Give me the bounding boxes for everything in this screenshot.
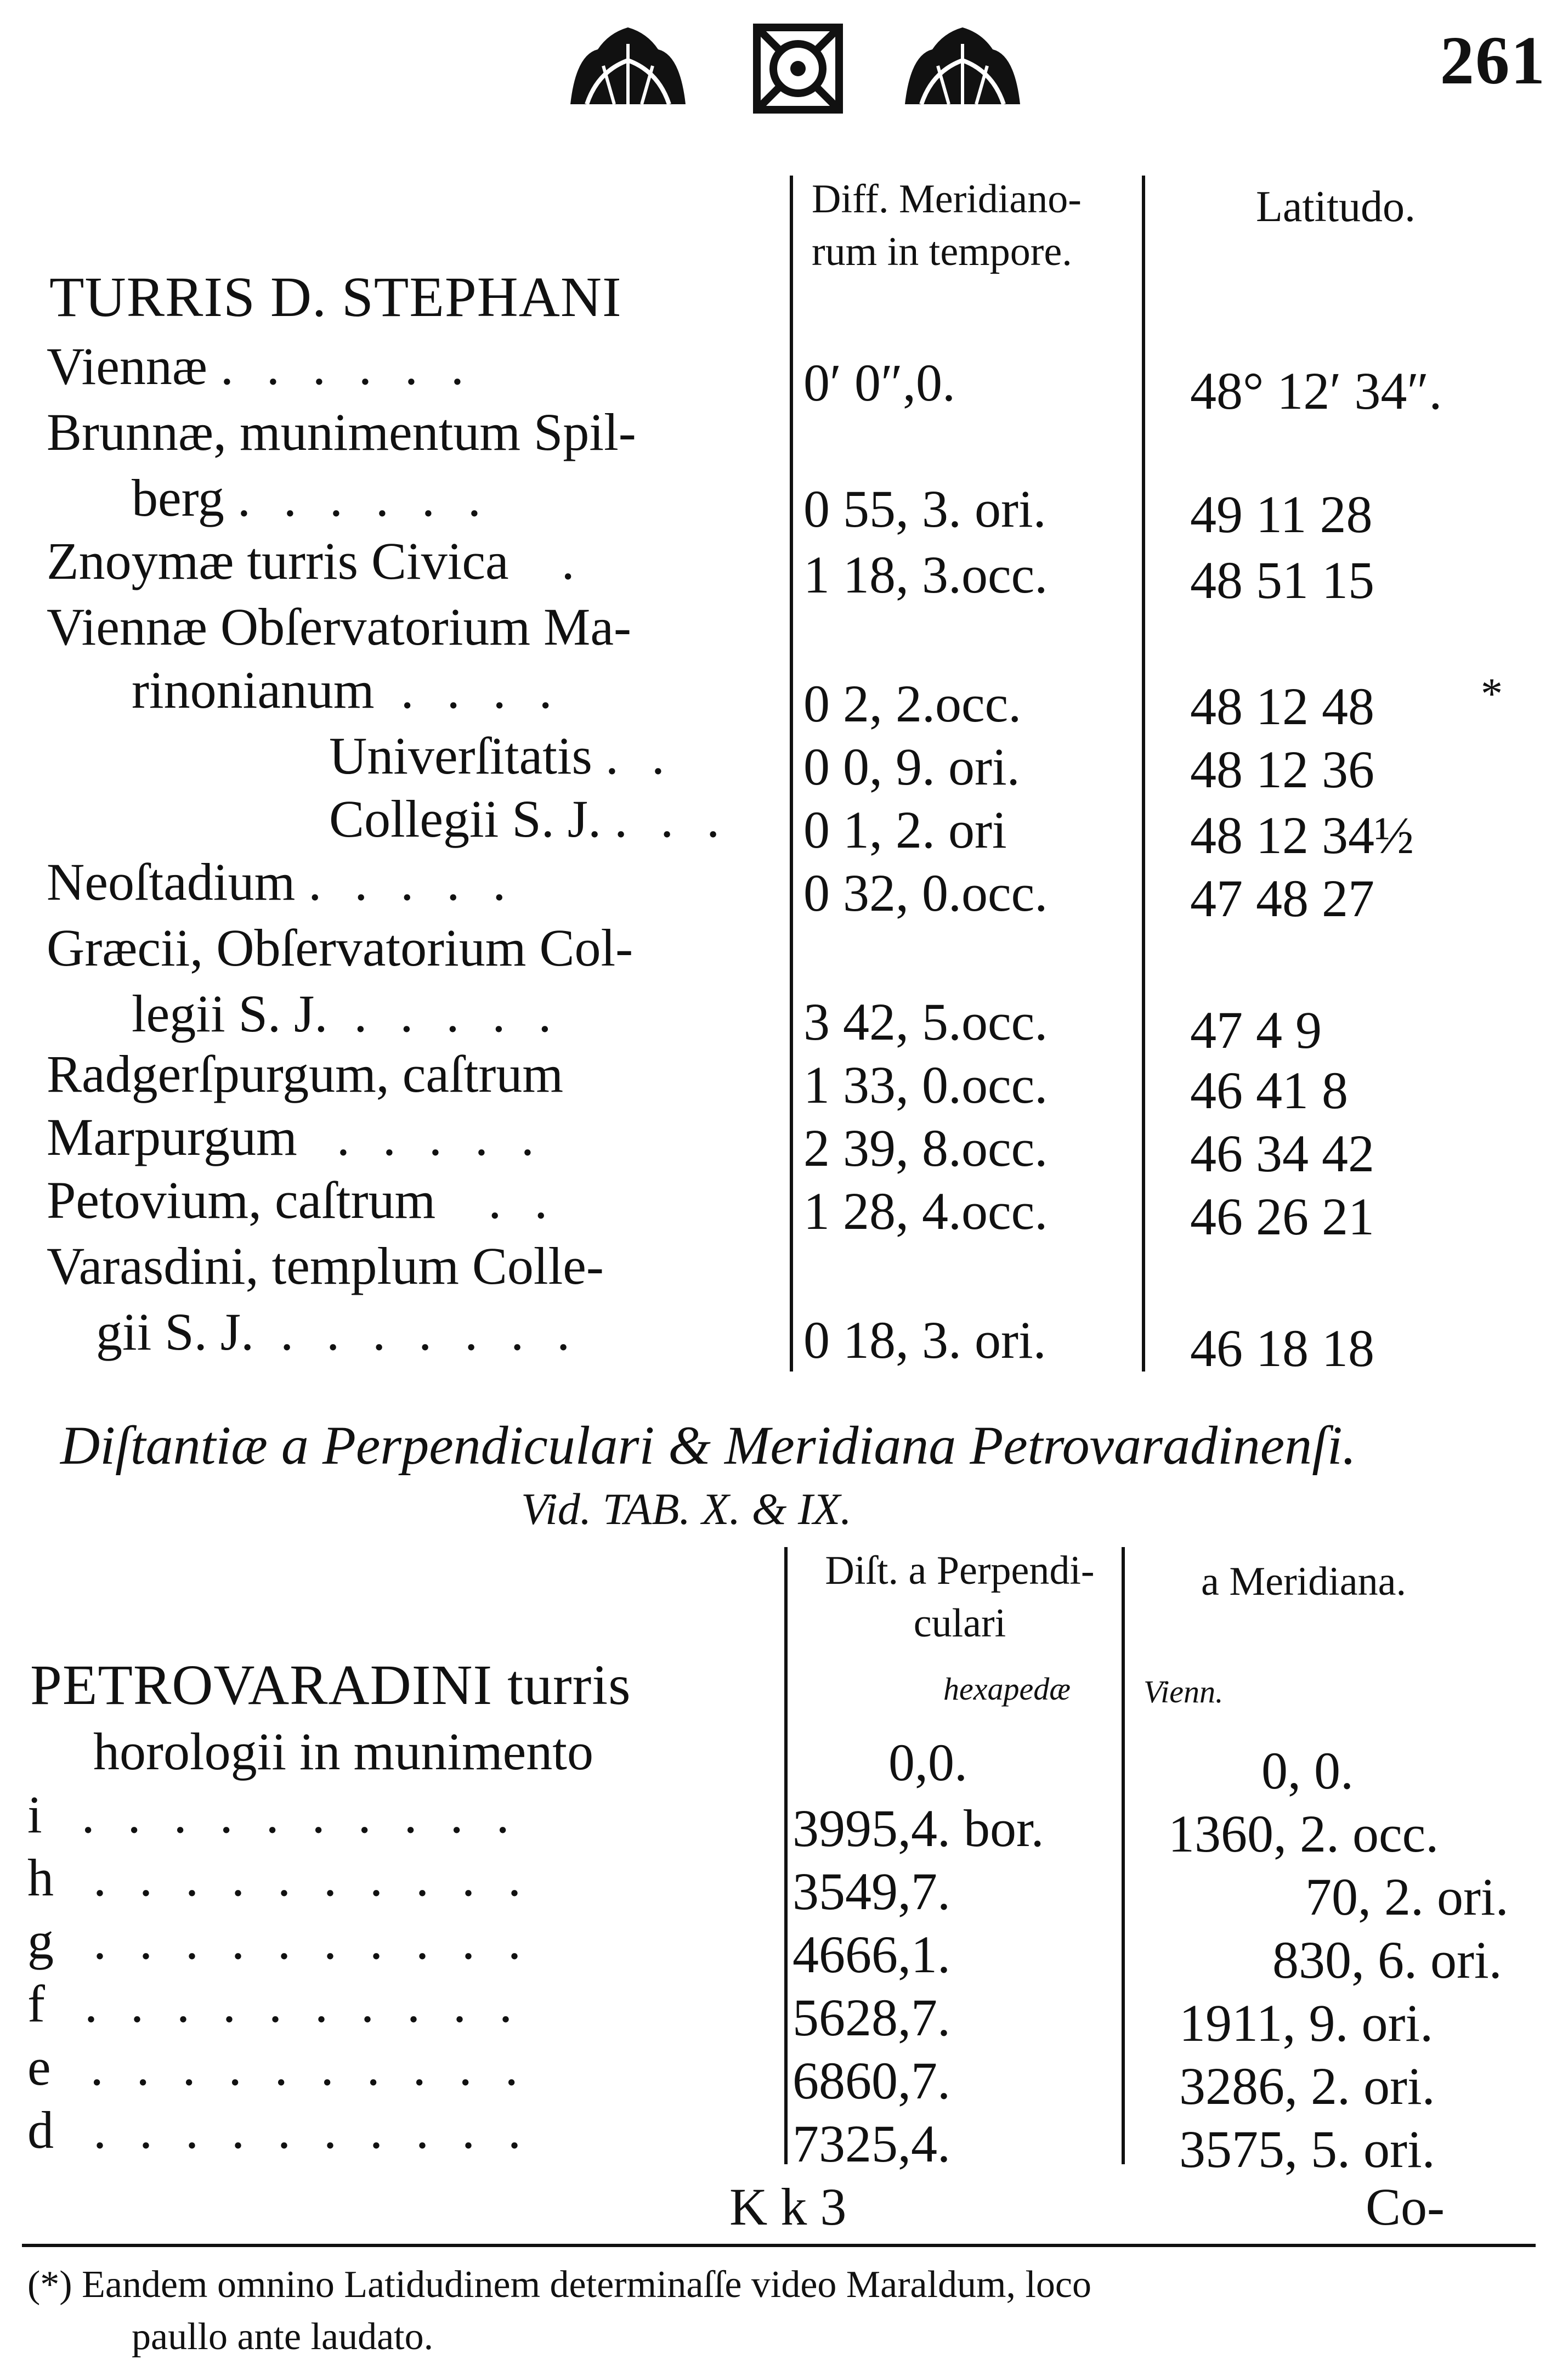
diff-cell: 1 18, 3.occ. — [803, 545, 1048, 604]
row-label: Varasdini, templum Colle- — [47, 1237, 604, 1295]
palmette-ornament-icon — [899, 22, 1026, 110]
row-label: Viennæ Obſervatorium Ma- — [47, 597, 631, 656]
column-rule — [1122, 1547, 1125, 2164]
row-label: Collegii S. J. . . . — [329, 789, 730, 848]
diff-cell: 0 0, 9. ori. — [803, 737, 1020, 796]
diff-cell: 1 33, 0.occ. — [803, 1056, 1048, 1114]
row-label: Radgerſpurgum, caſtrum — [47, 1045, 563, 1103]
diff-cell: 0′ 0″,0. — [803, 353, 955, 412]
caption-line: Vid. TAB. X. & IX. — [521, 1484, 852, 1534]
rosette-ornament-icon — [751, 22, 845, 115]
footnote-line: paullo ante laudato. — [132, 2316, 434, 2358]
diff-cell: 0 2, 2.occ. — [803, 674, 1022, 733]
row-label-cont: berg . . . . . . — [132, 469, 491, 527]
diff-cell: 0 1, 2. ori — [803, 800, 1007, 859]
caption-line: Diſtantiæ a Perpendiculari & Meridiana Petrovaradinenſi. — [60, 1415, 1356, 1476]
lat-cell: 47 48 27 — [1190, 869, 1374, 928]
perp-cell: 5628,7. — [793, 1988, 950, 2047]
perp-cell: 3549,7. — [793, 1862, 950, 1921]
lat-cell: 46 41 8 — [1190, 1061, 1348, 1120]
latitude-header: Latitudo. — [1256, 183, 1416, 231]
origin-perp-cell: 0,0. — [888, 1733, 967, 1792]
point-row: h . . . . . . . . . . — [27, 1848, 531, 1907]
perp-cell: 4666,1. — [793, 1925, 950, 1984]
row-label-cont: rinonianum . . . . — [132, 661, 562, 719]
diff-cell: 0 18, 3. ori. — [803, 1311, 1046, 1369]
diff-cell: 2 39, 8.occ. — [803, 1119, 1048, 1177]
diff-cell: 3 42, 5.occ. — [803, 992, 1048, 1051]
row-label: Viennæ . . . . . . — [47, 337, 474, 396]
row-label: Græcii, Obſervatorium Col- — [47, 918, 633, 977]
origin-merid-cell: 0, 0. — [1261, 1741, 1354, 1800]
perp-cell: 7325,4. — [793, 2114, 950, 2173]
lat-cell: 48° 12′ 34″. — [1190, 362, 1442, 420]
perpendicular-header: Diſt. a Perpendi- culari — [825, 1548, 1095, 1646]
row-label-cont: gii S. J. . . . . . . . — [96, 1302, 580, 1361]
row-label: Univerſitatis . . — [329, 726, 675, 785]
point-row: e . . . . . . . . . . — [27, 2038, 528, 2096]
merid-cell: 1911, 9. ori. — [1179, 1994, 1434, 2052]
palmette-ornament-icon — [565, 22, 691, 110]
point-row: i . . . . . . . . . . — [27, 1785, 519, 1844]
row-label: Neoſtadium . . . . . — [47, 853, 516, 911]
footnote-line: (*) Eandem omnino Latidudinem determinaſſe video Maraldum, loco — [27, 2264, 1092, 2306]
meridiana-header: a Meridiana. — [1201, 1559, 1406, 1604]
row-label: Petovium, caſtrum . . — [47, 1171, 558, 1229]
point-row: f . . . . . . . . . . — [27, 1974, 522, 2033]
column-rule — [784, 1547, 788, 2164]
footnote-rule — [22, 2244, 1536, 2247]
lat-cell: 47 4 9 — [1190, 1001, 1322, 1059]
merid-cell: 3575, 5. ori. — [1179, 2120, 1435, 2179]
lat-cell: 49 11 28 — [1190, 485, 1373, 544]
meridian-header: Diff. Meridiano- rum in tempore. — [812, 177, 1082, 275]
row-label-cont: legii S. J. . . . . . — [132, 984, 562, 1043]
lat-cell: 48 51 15 — [1190, 551, 1374, 609]
merid-cell: 3286, 2. ori. — [1179, 2057, 1435, 2115]
row-label: Marpurgum . . . . . — [47, 1108, 544, 1166]
row-label: Brunnæ, munimentum Spil- — [47, 403, 636, 461]
table2-title: PETROVARADINI turris — [30, 1653, 631, 1717]
point-row: d . . . . . . . . . . — [27, 2101, 531, 2159]
lat-cell: 46 34 42 — [1190, 1124, 1374, 1183]
lat-cell: 46 26 21 — [1190, 1187, 1374, 1246]
diff-cell: 0 32, 0.occ. — [803, 864, 1048, 922]
table2-title-cont: horologii in munimento — [93, 1722, 593, 1781]
point-row: g . . . . . . . . . . — [27, 1911, 531, 1970]
row-label: Znoymæ turris Civica . — [47, 532, 585, 590]
merid-cell: 830, 6. ori. — [1272, 1931, 1502, 1989]
signature-mark: K k 3 — [729, 2177, 847, 2236]
diff-cell: 1 28, 4.occ. — [803, 1182, 1048, 1240]
lat-cell: 48 12 34½ — [1190, 806, 1414, 865]
page-number: 261 — [1440, 23, 1546, 99]
merid-unit: Vienn. — [1144, 1674, 1224, 1709]
catchword: Co- — [1366, 2177, 1445, 2236]
perp-cell: 6860,7. — [793, 2051, 950, 2110]
perp-cell: 3995,4. bor. — [793, 1799, 1044, 1858]
merid-cell: 1360, 2. occ. — [1168, 1804, 1439, 1863]
perp-unit: hexapedæ — [943, 1671, 1071, 1707]
column-rule — [790, 176, 793, 1372]
diff-cell: 0 55, 3. ori. — [803, 479, 1046, 538]
lat-cell: 48 12 36 — [1190, 740, 1374, 799]
column-rule — [1142, 176, 1145, 1372]
table1-title: TURRIS D. STEPHANI — [49, 266, 622, 329]
lat-cell: 46 18 18 — [1190, 1319, 1374, 1378]
footnote-marker: * — [1481, 670, 1503, 718]
lat-cell: 48 12 48 — [1190, 677, 1374, 736]
merid-cell: 70, 2. ori. — [1305, 1867, 1509, 1926]
